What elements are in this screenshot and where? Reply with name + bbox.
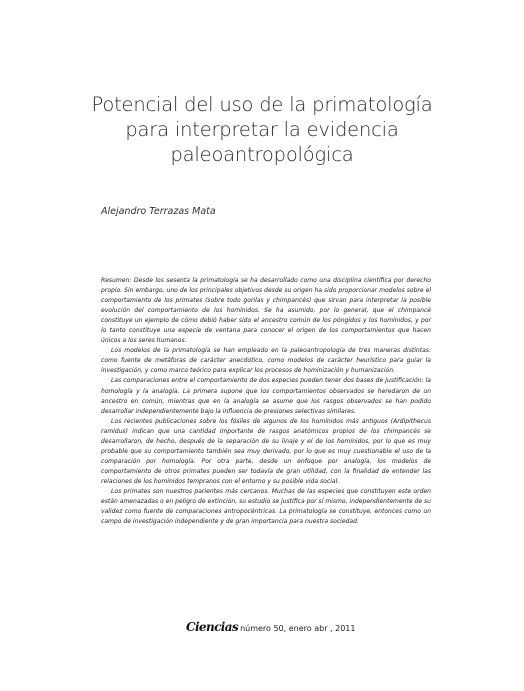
journal-logo: Ciencias bbox=[186, 620, 239, 634]
abstract-paragraph-1-text: Desde los sesenta la primatología se ha desarrollado como una disciplina científica por derecho propio. Sin embargo, uno de los principales objetivos desde su origen ha sido proporcionar modelos sobre el comportamiento de los primates (sobre todo gorilas y chimpancés) que sirvan para interpretar la posible evolución del comportamiento de los homínidos. Se ha asumido, por lo general, que el chimpancé constituye un ejemplo de cómo debió haber sido el ancestro común de los póngidos y los homínidos, y por lo tanto constituye una especie de ventana para conocer el origen de los comportamientos que hacen únicos a los seres humanos. bbox=[101, 277, 431, 345]
title-line-1: Potencial del uso de la primatología bbox=[91, 93, 433, 116]
abstract-paragraph-2: Los modelos de la primatología se han empleado en la paleoantropología de tres maneras distintas: como fuente de metáforas de carácter anecdótico, como modelos de carácter heurístico para guiar la investigación, y como marco teórico para explicar los procesos de hominización y humanización. bbox=[101, 347, 431, 375]
abstract-paragraph-4: Los recientes publicaciones sobre los fósiles de algunos de los homínidos más antiguos (Ardipithecus ramidus) indican que una cantidad importante de rasgos anatómicos propios de los chimpancés se desarrollaron, de hecho, después de la separación de su linaje y el de los homínidos, por lo que es muy probable que su comportamiento también sea muy derivado, por lo que es muy cuestionable el uso de la comparación por homología. Por otra parte, desde un enfoque por analogía, los modelos de comportamiento de otros primates pueden ser todavía de gran utilidad, con la finalidad de entender las relaciones de los homínidos tempranos con el entorno y su posible vida social. bbox=[101, 417, 431, 485]
abstract-label: Resumen: bbox=[101, 277, 132, 284]
title-line-3: paleoantropológica bbox=[170, 143, 354, 166]
title-line-2: para interpretar la evidencia bbox=[125, 118, 399, 141]
author-name: Alejandro Terrazas Mata bbox=[101, 206, 216, 217]
page-footer bbox=[186, 620, 355, 634]
article-title bbox=[60, 92, 464, 167]
abstract bbox=[101, 276, 431, 527]
abstract-paragraph-3: Las comparaciones entre el comportamiento de dos especies pueden tener dos bases de justificación: la homología y la analogía. La primera supone que los comportamientos observados se heredaron de un ancestro en común, mientras que en la analogía se asume que los rasgos observados se han podido desarrollar independientemente bajo la influencia de presiones selectivas similares. bbox=[101, 377, 431, 415]
abstract-paragraph-5: Los primates son nuestros parientes más cercanos. Muchas de las especies que constituyen este orden están amenazadas o en peligro de extinción, su estudio se justifica por sí mismo, independientemente de su validez como fuente de comparaciones antropocéntricas. La primatología se constituye, entonces como un campo de investigación independiente y de gran importancia para nuestra sociedad. bbox=[101, 487, 431, 526]
abstract-paragraph-1 bbox=[101, 276, 431, 346]
issue-info: número 50, enero abr , 2011 bbox=[240, 624, 356, 633]
